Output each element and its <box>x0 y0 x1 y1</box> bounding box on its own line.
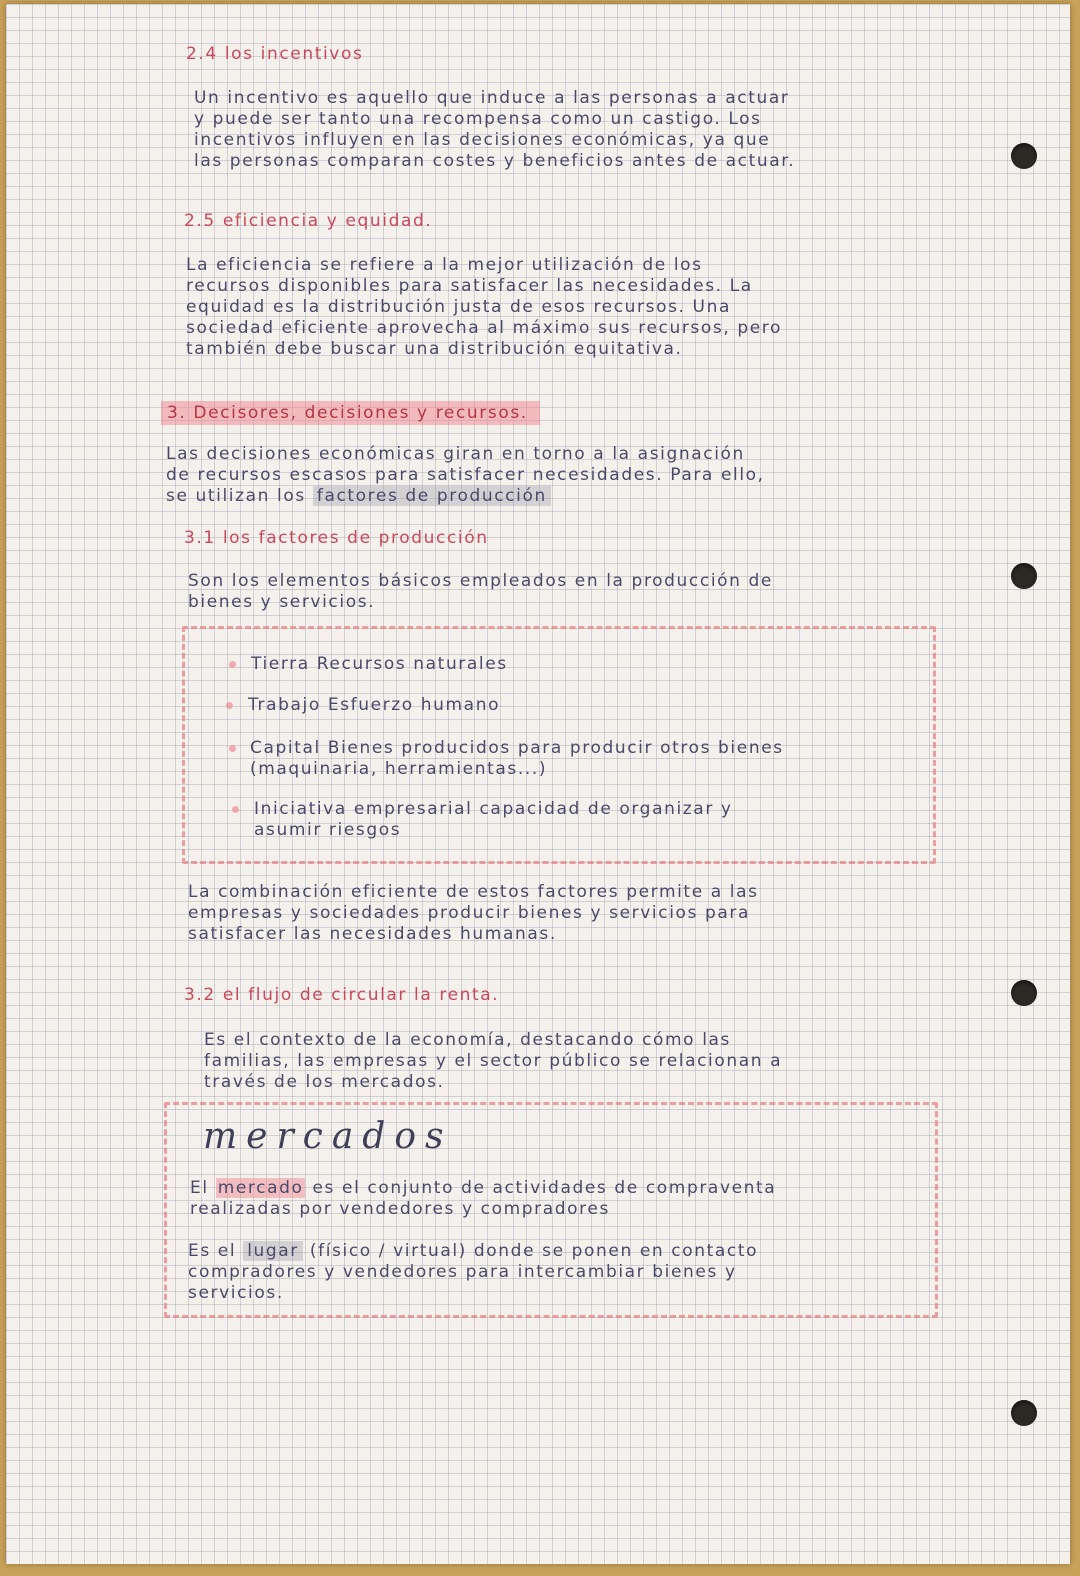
section-3-2-title: 3.2 el flujo de circular la renta. <box>184 985 500 1005</box>
mercado-def-rest: es el conjunto de actividades de compraventa realizadas por vendedores y compradores <box>190 1178 777 1219</box>
mercado-def-prefix: El <box>190 1178 209 1198</box>
factor-tierra: Tierra Recursos naturales <box>251 654 508 674</box>
section-3-body-text: Las decisiones económicas giran en torno a la asignación de recursos escasos para satisfacer necesidades. Para ello, se utilizan los <box>166 444 765 506</box>
section-3-body <box>166 444 765 507</box>
lugar-rest: (físico / virtual) donde se ponen en contacto compradores y vendedores para intercambiar bienes y servicios. <box>188 1241 759 1303</box>
section-2-5-title: 2.5 eficiencia y equidad. <box>184 211 433 231</box>
lugar-prefix: Es el <box>188 1241 237 1261</box>
section-3-title: 3. Decisores, decisiones y recursos. <box>161 401 540 425</box>
binder-hole <box>1011 1400 1037 1426</box>
factor-trabajo: Trabajo Esfuerzo humano <box>248 695 501 715</box>
factors-footer: La combinación eficiente de estos factores permite a las empresas y sociedades producir bienes y servicios para satisfacer las necesidades humanas. <box>188 882 759 944</box>
section-3-2-body: Es el contexto de la economía, destacando cómo las familias, las empresas y el sector público se relacionan a través de los mercados. <box>204 1030 783 1092</box>
section-3-1-body: Son los elementos básicos empleados en la producción de bienes y servicios. <box>188 571 773 612</box>
bullet-dot <box>226 702 233 709</box>
mercado-highlight: mercado <box>217 1178 304 1198</box>
section-2-4-title: 2.4 los incentivos <box>186 44 364 64</box>
bullet-dot <box>229 661 236 668</box>
bullet-dot <box>232 806 239 813</box>
bullet-dot <box>229 745 236 752</box>
binder-hole <box>1011 563 1037 589</box>
lugar-highlight: lugar <box>243 1241 303 1261</box>
binder-hole <box>1011 143 1037 169</box>
notebook-page <box>6 4 1070 1564</box>
binder-hole <box>1011 980 1037 1006</box>
section-3-1-title: 3.1 los factores de producción <box>184 528 489 548</box>
mercado-definition <box>190 1178 776 1220</box>
mercados-title: mercados <box>203 1116 453 1157</box>
factores-highlight: factores de producción <box>313 486 551 506</box>
mercado-lugar <box>188 1241 758 1304</box>
factor-capital: Capital Bienes producidos para producir otros bienes (maquinaria, herramientas...) <box>250 738 784 779</box>
section-2-4-body: Un incentivo es aquello que induce a las personas a actuar y puede ser tanto una recompensa como un castigo. Los incentivos influyen en las decisiones económicas, ya que las personas comparan costes y beneficios antes de actuar. <box>194 88 796 171</box>
section-2-5-body: La eficiencia se refiere a la mejor utilización de los recursos disponibles para satisfacer las necesidades. La equidad es la distribución justa de esos recursos. Una sociedad eficiente aprovecha al máximo sus recursos, pero también debe buscar una distribución equitativa. <box>186 255 783 359</box>
factor-iniciativa: Iniciativa empresarial capacidad de organizar y asumir riesgos <box>254 799 733 840</box>
